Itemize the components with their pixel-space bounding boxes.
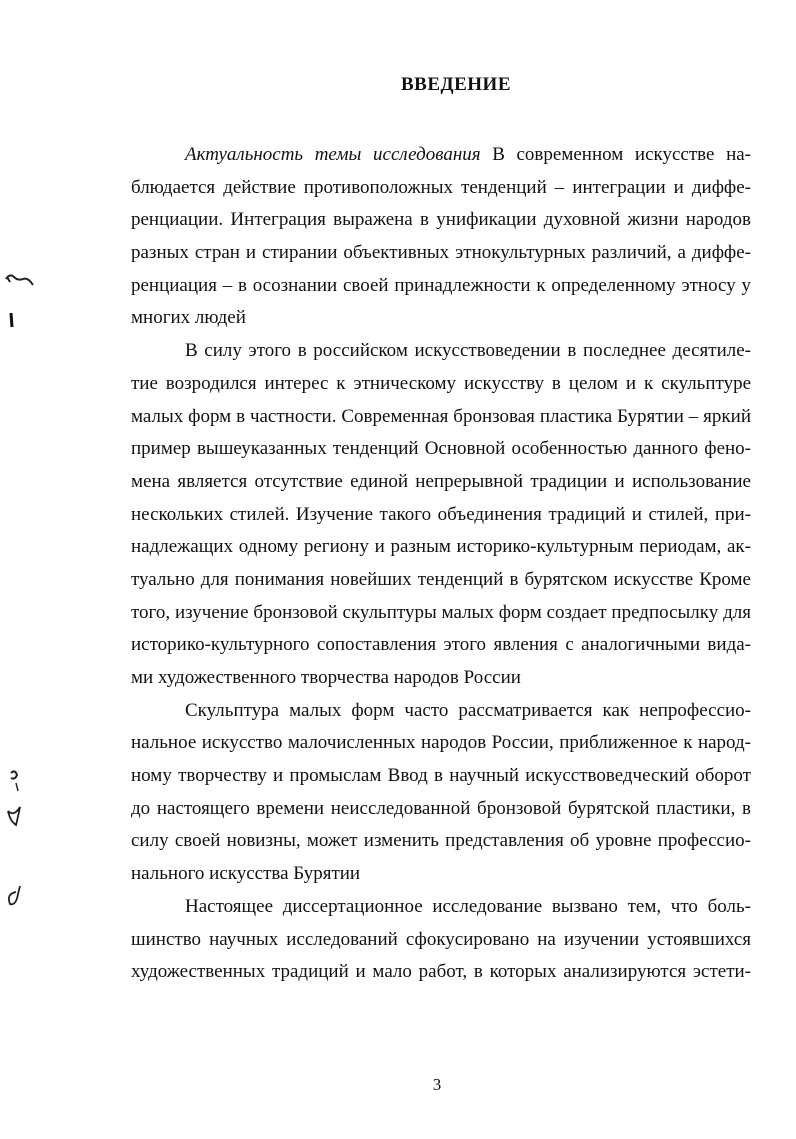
line-text: малых форм в частности. Современная бронзовая пластика Бурятии – яркий: [131, 405, 751, 427]
line-text: ми художественного творчества народов России: [131, 667, 521, 688]
line-text: того, изучение бронзовой скульптуры малых форм создает предпосылку для: [131, 601, 751, 623]
text-line: [131, 924, 751, 957]
text-line: [131, 629, 751, 662]
line-text: В силу этого в российском искусствоведении в последнее десятиле-: [185, 340, 751, 362]
line-text: до настоящего времени неисследованной бронзовой бурятской пластики, в: [131, 797, 751, 819]
paragraph: [131, 335, 751, 695]
line-text: художественных традиций и мало работ, в которых анализируются эстети-: [131, 961, 751, 983]
line-text: Скульптура малых форм часто рассматривается как непрофессио-: [185, 699, 751, 721]
line-text: силу своей новизны, может изменить представления об уровне профессио-: [131, 830, 751, 852]
text-line: [131, 204, 751, 237]
line-text: разных стран и стирании объективных этнокультурных различий, а диффе-: [131, 242, 751, 264]
text-line: [131, 466, 751, 499]
text-line: [131, 368, 751, 401]
text-line: [131, 956, 751, 989]
text-line: [131, 270, 751, 303]
line-text: нального искусства Бурятии: [131, 863, 361, 885]
text-line: [131, 695, 751, 728]
line-text: блюдается действие противоположных тенденций – интеграции и диффе-: [131, 176, 751, 198]
text-line: [131, 858, 751, 891]
paragraph: [131, 891, 751, 989]
line-text: ренциации. Интеграция выражена в унификации духовной жизни народов: [131, 209, 751, 231]
line-text: историко-культурного сопоставления этого явления с аналогичными вида-: [131, 634, 751, 656]
line-text: В современном искусстве на-: [480, 144, 751, 165]
paragraph: [131, 695, 751, 891]
text-line: [131, 433, 751, 466]
line-text: пример вышеуказанных тенденций Основной особенностью данного фено-: [131, 438, 751, 460]
text-line: [131, 499, 751, 532]
italic-phrase: Актуальность темы исследования: [185, 144, 481, 165]
text-line: [131, 727, 751, 760]
line-text: ренциация – в осознании своей принадлежности к определенному этносу у: [131, 274, 751, 296]
line-text: тие возродился интерес к этническому искусству в целом и к скульптуре: [131, 372, 751, 394]
text-line: [131, 302, 751, 335]
line-text: нальное искусство малочисленных народов России, приближенное к народ-: [131, 732, 751, 754]
line-text: нескольких стилей. Изучение такого объединения традиций и стилей, при-: [131, 503, 751, 525]
paragraph: [131, 139, 751, 335]
text-line: [131, 597, 751, 630]
body-text: [131, 139, 751, 989]
text-line: [131, 401, 751, 434]
text-line: [131, 760, 751, 793]
margin-handwriting-mark-lower: [0, 880, 40, 920]
page-number: 3: [432, 1075, 442, 1094]
text-line: [131, 139, 751, 172]
text-line: [131, 825, 751, 858]
line-text: ному творчеству и промыслам Ввод в научный искусствоведческий оборот: [131, 765, 751, 787]
text-line: [131, 891, 751, 924]
line-text: Настоящее диссертационное исследование вызвано тем, что боль-: [185, 895, 751, 917]
text-line: [131, 662, 751, 695]
text-line: [131, 564, 751, 597]
page-heading: ВВЕДЕНИЕ: [401, 74, 511, 95]
line-text: шинство научных исследований сфокусировано на изучении устоявшихся: [131, 928, 751, 950]
text-line: [131, 793, 751, 826]
text-line: [131, 172, 751, 205]
margin-handwriting-mark: [0, 255, 40, 855]
line-text: многих людей: [131, 307, 246, 329]
text-line: [131, 531, 751, 564]
line-text: туально для понимания новейших тенденций в бурятском искусстве Кроме: [131, 568, 751, 590]
text-line: [131, 335, 751, 368]
text-line: [131, 237, 751, 270]
line-text: мена является отсутствие единой непрерывной традиции и использование: [131, 470, 751, 492]
line-text: надлежащих одному региону и разным историко-культурным периодам, ак-: [131, 536, 751, 558]
